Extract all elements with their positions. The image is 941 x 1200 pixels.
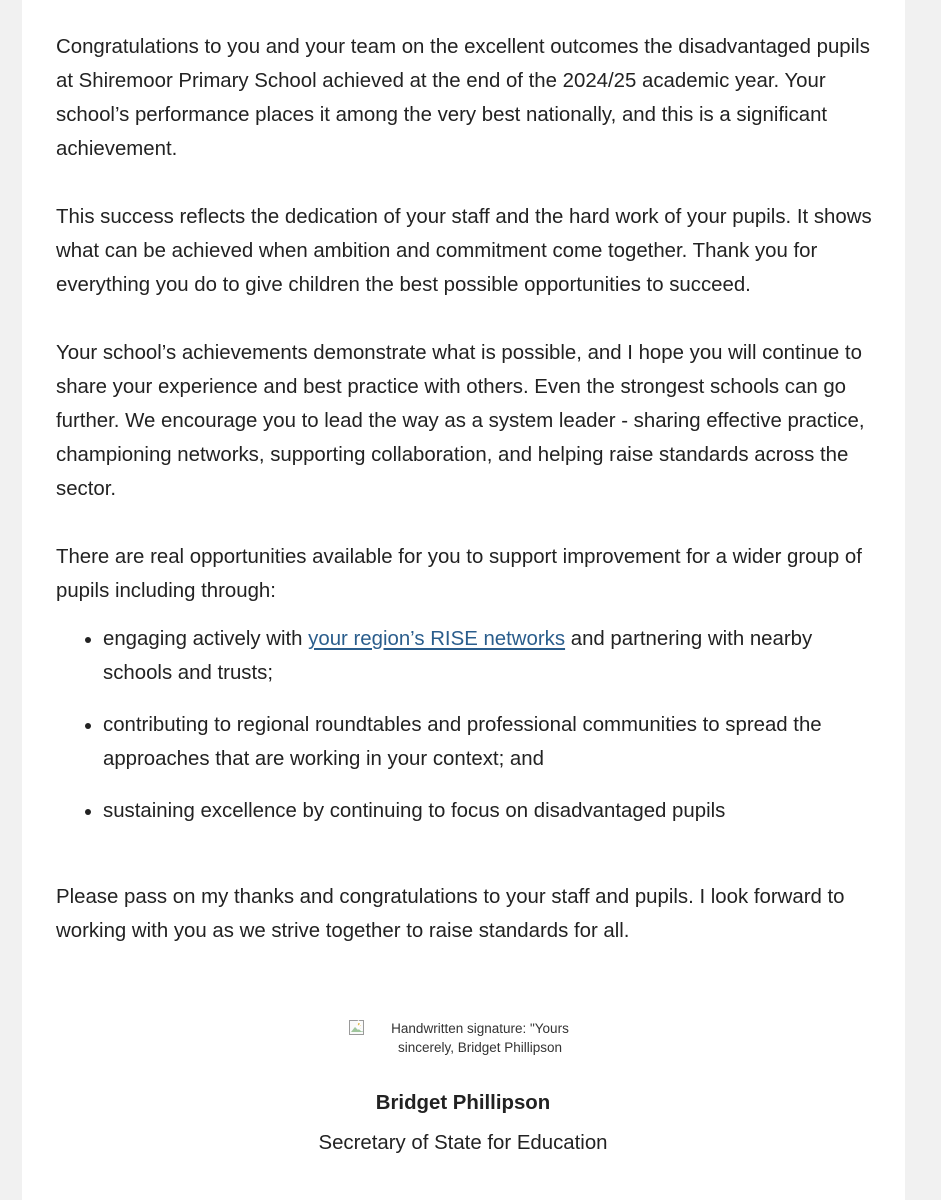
rise-networks-link[interactable]: your region’s RISE networks — [308, 628, 566, 650]
left-margin-bar — [0, 0, 22, 1200]
broken-image-icon — [348, 1019, 366, 1037]
list-item-text: and partnering with nearby schools and trusts; — [103, 628, 813, 684]
opportunities-list — [56, 622, 876, 828]
vertical-scrollbar[interactable] — [905, 0, 941, 1200]
list-item — [103, 622, 876, 690]
paragraph-congratulations: Congratulations to you and your team on the excellent outcomes the disadvantaged pupils at Shiremoor Primary School achieved at the end of the 2024/25 academic year. Your school’s performance places it among the very best nationally, and this is a significant achievement. — [56, 36, 870, 160]
signature-alt-text: Handwritten signature: "Yours sincerely, Bridget Phillipson — [391, 1021, 569, 1055]
paragraph-achievements: Your school’s achievements demonstrate what is possible, and I hope you will continue to share your experience and best practice with others. Even the strongest schools can go further. We encourage you to lead the way as a system leader - sharing effective practice, championing networks, supporting collaboration, and helping raise standards across the sector. — [56, 342, 865, 500]
list-item: • sustaining excellence by continuing to focus on disadvantaged pupils — [103, 794, 876, 828]
paragraph-success: This success reflects the dedication of your staff and the hard work of your pupils. It shows what can be achieved when ambition and commitment come together. Thank you for everything you do to give children the best possible opportunities to succeed. — [56, 206, 872, 296]
signer-name: Bridget Phillipson — [375, 1092, 551, 1114]
paragraph-opportunities: There are real opportunities available for you to support improvement for a wider group of pupils including through: — [56, 546, 862, 602]
signer-title: Secretary of State for Education — [318, 1132, 608, 1154]
signature-image-placeholder — [348, 1019, 590, 1057]
letter-body — [56, 30, 876, 982]
list-item: • contributing to regional roundtables and professional communities to spread the approaches that are working in your context; and — [103, 708, 876, 776]
signer-block — [303, 1090, 623, 1156]
paragraph-closing: Please pass on my thanks and congratulations to your staff and pupils. I look forward to working with you as we strive together to raise standards for all. — [56, 886, 845, 942]
list-item-text: engaging actively with — [103, 628, 309, 650]
